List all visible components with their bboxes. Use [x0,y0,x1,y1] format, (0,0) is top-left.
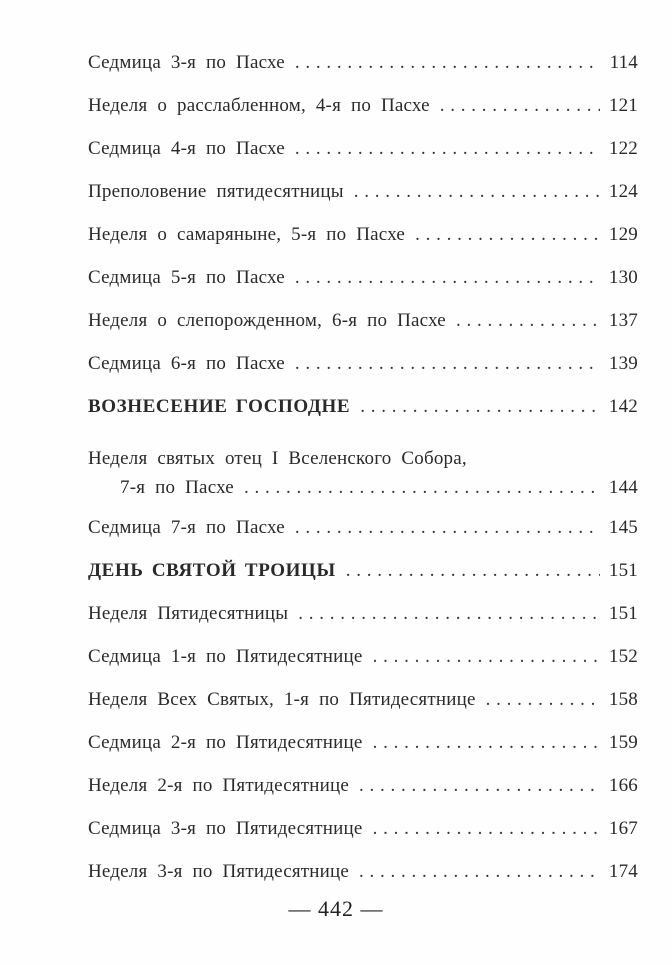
toc-entry-title: Седмица 1-я по Пятидесятнице [88,646,363,667]
toc-entry-title: ВОЗНЕСЕНИЕ ГОСПОДНЕ [88,396,351,417]
toc-entry-title: Неделя о самаряныне, 5-я по Пасхе [88,224,406,245]
dot-leader [359,861,600,883]
toc-entry-title: ДЕНЬ СВЯТОЙ ТРОИЦЫ [88,560,336,581]
toc-entry-title: Неделя 2-я по Пятидесятнице [88,775,350,796]
toc-entry [88,181,638,224]
toc-entry [88,775,638,818]
dot-leader [295,138,600,160]
toc-entry [88,267,638,310]
table-of-contents [88,52,638,904]
toc-entry [88,310,638,353]
toc-entry-page: 139 [608,353,638,374]
toc-entry-title: Седмица 5-я по Пасхе [88,267,285,288]
toc-entry-title: Седмица 7-я по Пасхе [88,517,285,538]
dot-leader [359,775,600,797]
toc-section-heading [88,396,638,439]
toc-entry-title: Неделя о расслабленном, 4-я по Пасхе [88,95,430,116]
toc-entry-title: Неделя святых отец I Вселенского Собора, [88,448,467,469]
toc-entry [88,138,638,181]
toc-entry [88,818,638,861]
toc-entry-page: 142 [608,396,638,417]
page-number: — 442 — [288,896,384,921]
dot-leader [373,818,600,840]
toc-entry-title: Седмица 2-я по Пятидесятнице [88,732,363,753]
toc-entry-title: Преполовение пятидесятницы [88,181,344,202]
toc-entry-page: 151 [608,560,638,581]
toc-entry [88,439,638,517]
toc-entry-page: 152 [608,646,638,667]
dot-leader [295,267,600,289]
dot-leader [346,560,600,582]
dot-leader [295,517,600,539]
dot-leader [298,603,600,625]
toc-entry-title: Седмица 6-я по Пасхе [88,353,285,374]
dot-leader [354,181,600,203]
toc-entry-title: Неделя о слепорожденном, 6-я по Пасхе [88,310,446,331]
toc-entry-page: 159 [608,732,638,753]
toc-entry-continuation [88,473,638,513]
dot-leader [440,95,600,117]
toc-entry-page: 121 [608,95,638,116]
dot-leader [486,689,600,711]
toc-entry [88,224,638,267]
toc-entry-title: Неделя Пятидесятницы [88,603,289,624]
toc-entry-page: 114 [609,52,638,73]
dot-leader [244,473,600,503]
toc-entry [88,95,638,138]
toc-entry-page: 174 [608,861,638,882]
dot-leader [373,646,600,668]
toc-entry [88,517,638,560]
dot-leader [373,732,600,754]
toc-entry-page: 144 [608,477,638,498]
toc-entry [88,689,638,732]
toc-entry-page: 151 [608,603,638,624]
dot-leader [295,353,600,375]
toc-entry [88,52,638,95]
toc-entry-page: 137 [608,310,638,331]
toc-entry [88,603,638,646]
dot-leader [295,52,600,74]
toc-entry-page: 167 [608,818,638,839]
toc-section-heading [88,560,638,603]
toc-entry [88,353,638,396]
dot-leader [415,224,600,246]
toc-entry-title: Седмица 3-я по Пасхе [88,52,285,73]
toc-entry [88,646,638,689]
toc-entry-page: 166 [608,775,638,796]
toc-entry-page: 122 [608,138,638,159]
toc-entry [88,732,638,775]
toc-entry-title: Седмица 4-я по Пасхе [88,138,285,159]
toc-entry-page: 145 [608,517,638,538]
toc-entry-page: 130 [608,267,638,288]
toc-entry-page: 124 [608,181,638,202]
dot-leader [456,310,600,332]
toc-entry-title-continuation: 7-я по Пасхе [120,477,234,498]
toc-entry-title: Седмица 3-я по Пятидесятнице [88,818,363,839]
dot-leader [360,396,600,418]
toc-entry-page: 158 [608,689,638,710]
toc-entry-title: Неделя Всех Святых, 1-я по Пятидесятнице [88,689,476,710]
toc-entry-page: 129 [608,224,638,245]
toc-entry-title: Неделя 3-я по Пятидесятнице [88,861,350,882]
